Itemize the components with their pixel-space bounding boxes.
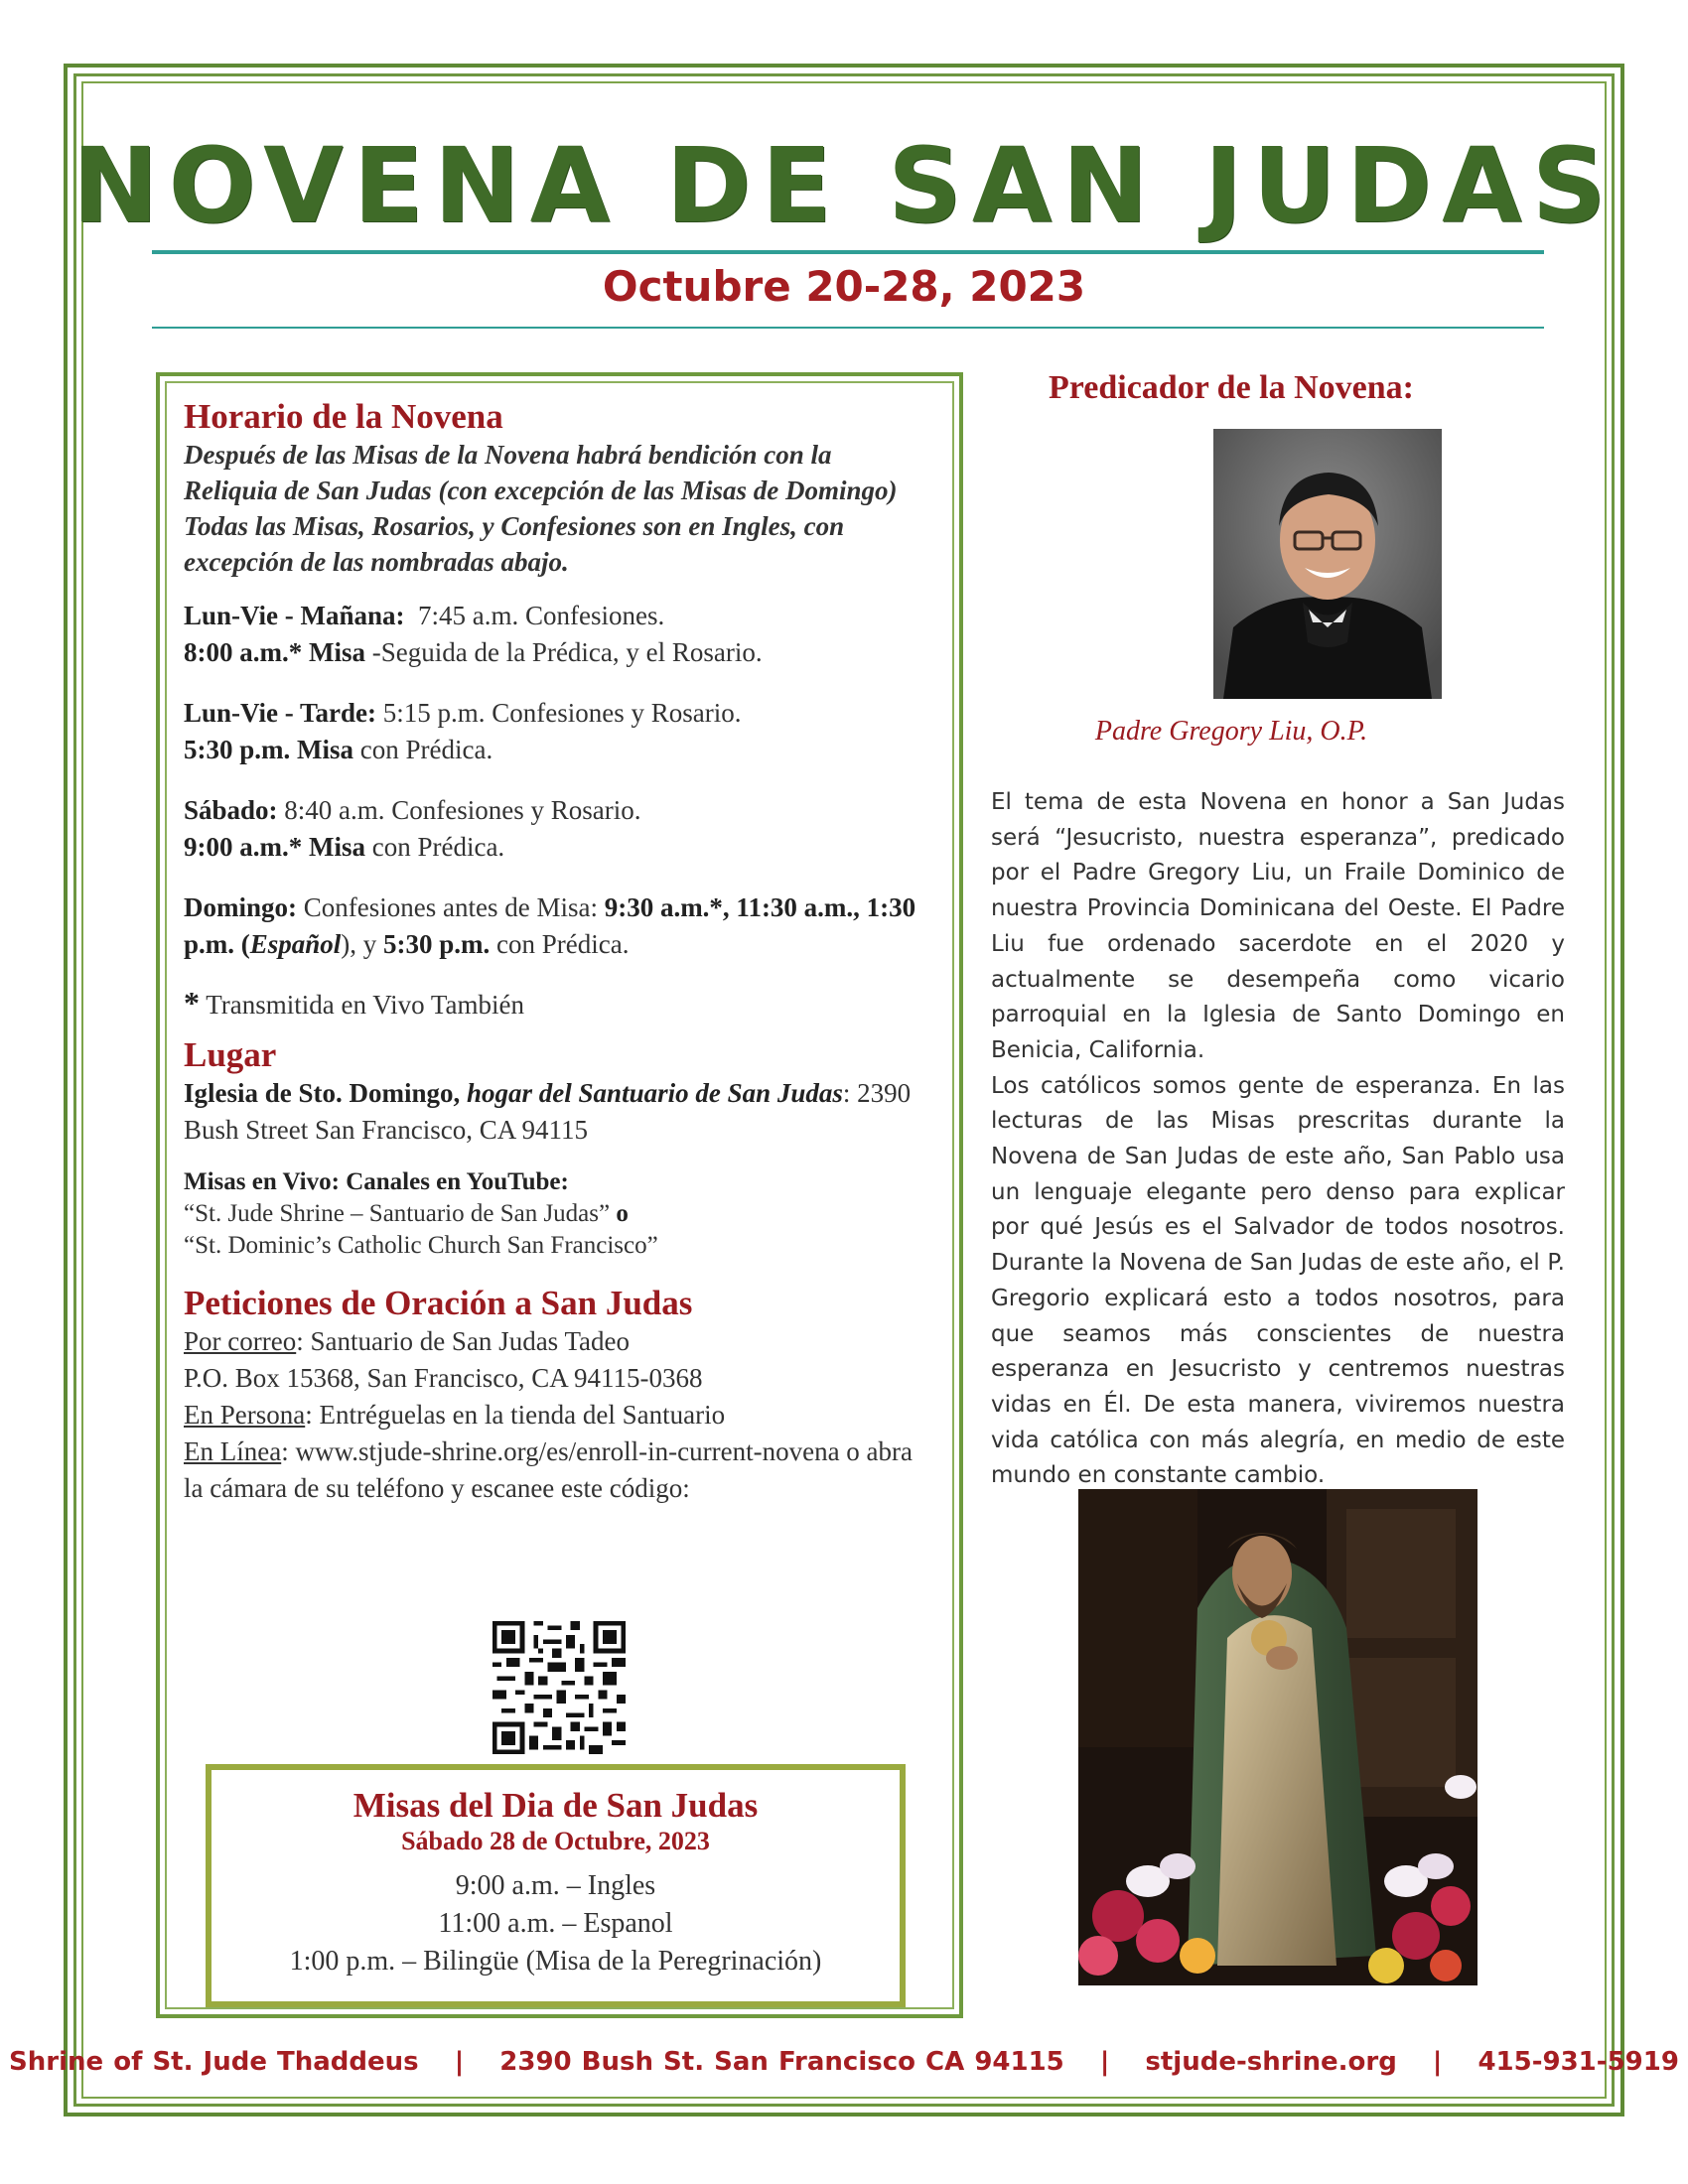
location-shrine: hogar del Santuario de San Judas bbox=[467, 1078, 843, 1108]
feast-mass-time: 1:00 p.m. – Bilingüe (Misa de la Peregrinación) bbox=[289, 1946, 822, 1977]
sunday-tail: con Prédica. bbox=[496, 929, 630, 959]
channel-2: “St. Dominic’s Catholic Church San Francisco” bbox=[184, 1232, 658, 1259]
channel-1 bbox=[184, 1198, 918, 1230]
sunday-text: Confesiones antes de Misa: bbox=[303, 892, 598, 922]
schedule-heading: Horario de la Novena bbox=[184, 397, 503, 436]
mail-text: : Santuario de San Judas Tadeo bbox=[296, 1326, 631, 1356]
weekday-evening-label: Lun-Vie - Tarde: bbox=[184, 698, 377, 728]
feast-mass-time: 11:00 a.m. – Espanol bbox=[438, 1908, 673, 1939]
sunday bbox=[184, 889, 918, 963]
live-note bbox=[184, 985, 918, 1024]
channel-or: o bbox=[616, 1200, 629, 1227]
petitions-person bbox=[184, 1397, 918, 1433]
location-heading: Lugar bbox=[184, 1035, 277, 1074]
footer-separator: | bbox=[454, 2047, 465, 2077]
person-text: : Entréguelas en la tienda del Santuario bbox=[305, 1400, 726, 1430]
footer-website[interactable]: stjude-shrine.org bbox=[1145, 2047, 1397, 2077]
saturday-text: 8:40 a.m. Confesiones y Rosario. bbox=[284, 795, 641, 825]
sunday-times-2: ), y bbox=[341, 929, 377, 959]
footer bbox=[0, 2047, 1688, 2077]
person-label: En Persona bbox=[184, 1400, 306, 1430]
weekday-evening-text: 5:15 p.m. Confesiones y Rosario. bbox=[382, 698, 742, 728]
weekday-evening-mass bbox=[184, 732, 918, 768]
schedule-intro: Después de las Misas de la Novena habrá bendición con la Reliquia de San Judas (con excepción de las Misas de Domingo) Todas las Misas, Rosarios, y Confesiones son en Ingles, con excepción de las nombradas abajo. bbox=[184, 440, 898, 577]
location-church: Iglesia de Sto. Domingo, bbox=[184, 1078, 461, 1108]
weekday-evening-mass-text: con Prédica. bbox=[359, 735, 493, 764]
preacher-paragraph-2: Los católicos somos gente de esperanza. En las lecturas de las Misas prescritas durante la Novena de San Judas de este año, San Pablo usa un lenguaje elegante pero denso para explicar por qué Jesús es el Salvador de todos nosotros. Durante la Novena de San Judas de este año, el P. Gregorio explicará esto a todos nosotros, para que seamos más conscientes de nuestra esperanza en Jesucristo y centremos nuestras vidas en Él. De esta manera, viviremos nuestra vida católica con más alegría, en medio de este mundo en constante cambio. bbox=[991, 1072, 1565, 1489]
weekday-morning-text: 7:45 a.m. Confesiones. bbox=[418, 601, 665, 630]
channel-1-name: “St. Jude Shrine – Santuario de San Judas” bbox=[184, 1200, 611, 1227]
location-address bbox=[184, 1075, 918, 1149]
sunday-times-1: 9:30 a.m.*, 11:30 a.m., 1:30 p.m. ( bbox=[184, 892, 916, 959]
preacher-heading: Predicador de la Novena: bbox=[1049, 369, 1414, 406]
page-title: NOVENA DE SAN JUDAS bbox=[71, 125, 1617, 246]
weekday-morning-mass-label: 8:00 a.m.* Misa bbox=[184, 637, 365, 667]
asterisk: * bbox=[184, 985, 200, 1021]
preacher-photo bbox=[1213, 429, 1442, 699]
feast-masses-box bbox=[206, 1764, 906, 2007]
footer-org: Shrine of St. Jude Thaddeus bbox=[9, 2047, 419, 2077]
feast-masses-title: Misas del Dia de San Judas bbox=[352, 1786, 759, 1825]
online-label: En Línea bbox=[184, 1436, 282, 1466]
sunday-spanish: Español bbox=[249, 929, 342, 959]
sunday-times-3: 5:30 p.m. bbox=[383, 929, 491, 959]
petitions-mail-2: P.O. Box 15368, San Francisco, CA 94115-0368 bbox=[184, 1363, 703, 1393]
petitions-mail bbox=[184, 1323, 918, 1360]
weekday-morning-label: Lun-Vie - Mañana: bbox=[184, 601, 405, 630]
location-street: : 2390 Bush Street San Francisco, CA 94115 bbox=[184, 1078, 912, 1145]
saturday bbox=[184, 792, 918, 829]
feast-mass-time: 9:00 a.m. – Ingles bbox=[455, 1870, 656, 1901]
live-channels-title: Misas en Vivo: Canales en YouTube: bbox=[184, 1168, 569, 1195]
feast-masses-date: Sábado 28 de Octubre, 2023 bbox=[401, 1827, 710, 1855]
novena-dates: Octubre 20-28, 2023 bbox=[602, 262, 1086, 311]
saturday-mass-text: con Prédica. bbox=[371, 832, 505, 862]
preacher-paragraph-1: El tema de esta Novena en honor a San Judas será “Jesucristo, nuestra esperanza”, predicado por el Padre Gregory Liu, un Fraile Dominico de nuestra Provincia Dominicana del Oeste. El Padre Liu fue ordenado sacerdote en el 2020 y actualmente se desempeña como vicario parroquial en la Iglesia de Santo Domingo en Benicia, California. bbox=[991, 789, 1565, 1063]
st-jude-statue-photo bbox=[1078, 1489, 1477, 1985]
live-note-text: Transmitida en Vivo También bbox=[206, 990, 524, 1020]
weekday-evening-mass-label: 5:30 p.m. Misa bbox=[184, 735, 353, 764]
title-rule-bottom bbox=[152, 327, 1544, 329]
saturday-mass bbox=[184, 829, 918, 866]
footer-address: 2390 Bush St. San Francisco CA 94115 bbox=[499, 2047, 1064, 2077]
footer-phone[interactable]: 415-931-5919 bbox=[1477, 2047, 1679, 2077]
saturday-mass-label: 9:00 a.m.* Misa bbox=[184, 832, 365, 862]
qr-code[interactable] bbox=[492, 1621, 626, 1754]
weekday-evening bbox=[184, 695, 918, 732]
footer-separator: | bbox=[1099, 2047, 1110, 2077]
mail-label: Por correo bbox=[184, 1326, 297, 1356]
weekday-morning-mass-text: -Seguida de la Prédica, y el Rosario. bbox=[371, 637, 763, 667]
schedule-section bbox=[184, 397, 918, 1507]
petitions-heading: Peticiones de Oración a San Judas bbox=[184, 1284, 693, 1322]
petitions-online bbox=[184, 1433, 918, 1507]
live-channels-label bbox=[184, 1166, 918, 1198]
preacher-description bbox=[991, 785, 1565, 1494]
online-text: : www.stjude-shrine.org/es/enroll-in-current-novena o abra la cámara de su teléfono y escanee este código: bbox=[184, 1436, 914, 1503]
weekday-morning-mass bbox=[184, 634, 918, 671]
saturday-label: Sábado: bbox=[184, 795, 278, 825]
footer-separator: | bbox=[1432, 2047, 1443, 2077]
title-rule-top bbox=[152, 250, 1544, 254]
preacher-name: Padre Gregory Liu, O.P. bbox=[1094, 716, 1368, 747]
sunday-label: Domingo: bbox=[184, 892, 297, 922]
weekday-morning bbox=[184, 598, 918, 634]
